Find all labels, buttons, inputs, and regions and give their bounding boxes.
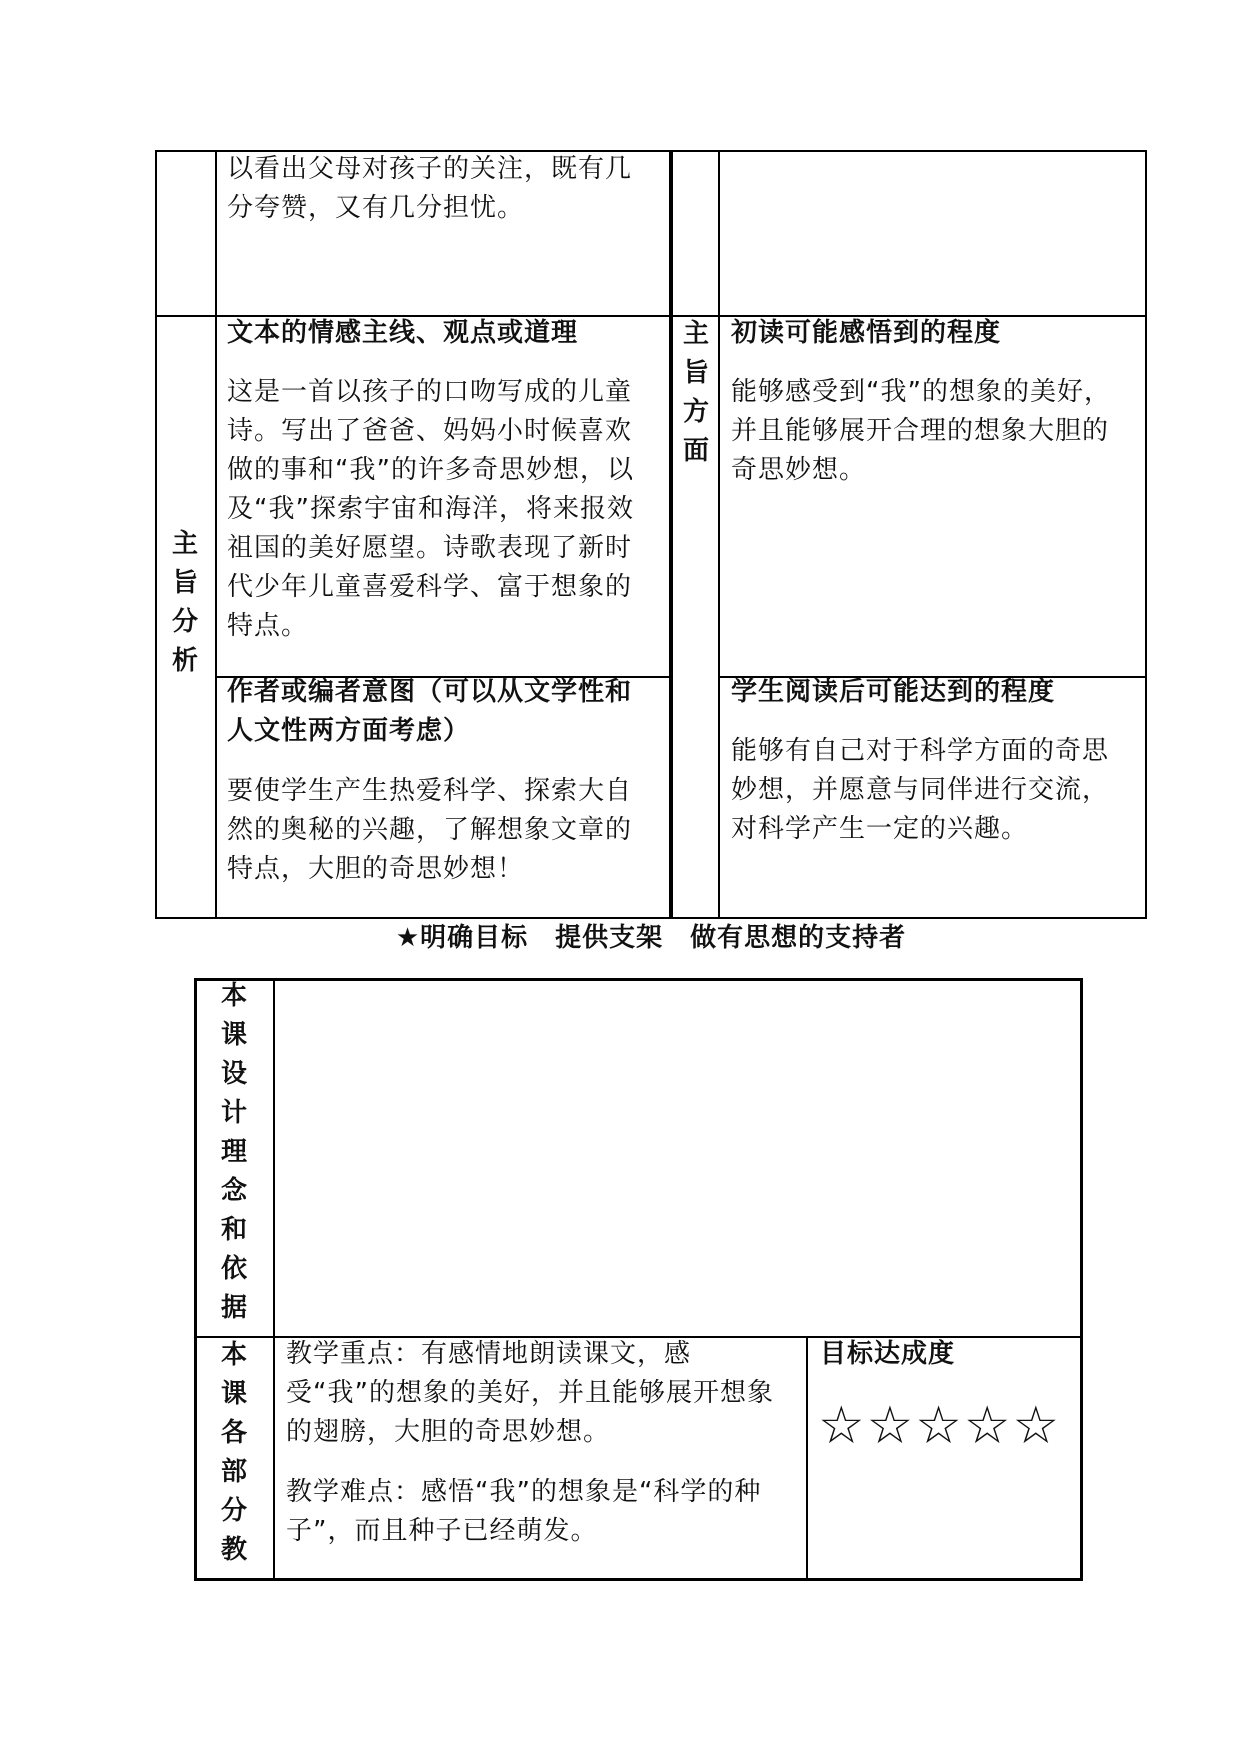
theme-aspect-label: 主旨方面 <box>682 319 709 466</box>
teaching-difficulty: 教学难点：感悟“我”的想象是“科学的种子”，而且种子已经萌发。 <box>286 1477 762 1546</box>
parent-attention-text: 以看出父母对孩子的关注，既有几分夸赞，又有几分担忧。 <box>227 154 633 223</box>
first-read-body: 能够感受到“我”的想象的美好，并且能够展开合理的想象大胆的奇思妙想。 <box>731 377 1111 485</box>
teaching-key-point: 教学重点：有感情地朗读课文，感受“我”的想象的美好，并且能够展开想象的翅膀，大胆的奇思妙想。 <box>286 1339 774 1447</box>
emotion-heading: 文本的情感主线、观点或道理 <box>227 318 579 348</box>
intent-heading: 作者或编者意图（可以从文学性和人文性两方面考虑） <box>227 677 633 746</box>
emotion-body: 这是一首以孩子的口吻写成的儿童诗。写出了爸爸、妈妈小时候喜欢做的事和“我”的许多奇思妙想，以及“我”探索宇宙和海洋，将来报效祖国的美好愿望。诗歌表现了新时代少年儿童喜爱科学、富于想象的特点。 <box>227 377 634 641</box>
section-title: ★明确目标 提供支架 做有思想的支持者 <box>395 923 907 953</box>
after-read-heading: 学生阅读后可能达到的程度 <box>731 677 1056 707</box>
theme-analysis-label: 主旨分析 <box>171 529 198 676</box>
achievement-heading: 目标达成度 <box>820 1339 956 1369</box>
lesson-parts-label: 本课各部分教 <box>220 1340 247 1565</box>
star-rating-icon[interactable]: ☆☆☆☆☆ <box>818 1396 1062 1456</box>
after-read-body: 能够有自己对于科学方面的奇思妙想，并愿意与同伴进行交流，对科学产生一定的兴趣。 <box>731 736 1110 844</box>
first-read-heading: 初读可能感悟到的程度 <box>731 318 1002 348</box>
intent-body: 要使学生产生热爱科学、探索大自然的奥秘的兴趣，了解想象文章的特点，大胆的奇思妙想！ <box>227 776 633 884</box>
design-concept-label: 本课设计理念和依据 <box>220 981 247 1323</box>
